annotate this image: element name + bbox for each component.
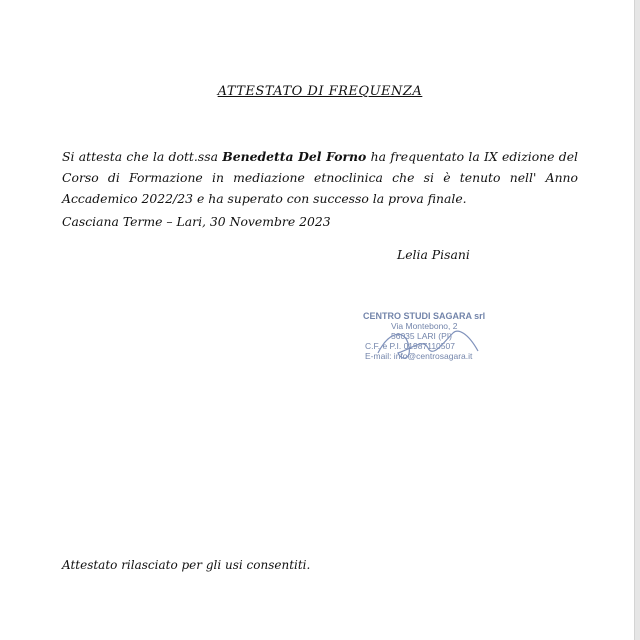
footer-note: Attestato rilasciato per gli usi consentiti. <box>62 558 311 572</box>
recipient-name: Benedetta Del Forno <box>222 149 367 164</box>
signer-name: Lelia Pisani <box>397 247 470 262</box>
stamp-line-4: C.F. e P.I. 01987110507 <box>365 341 455 351</box>
signature-icon <box>373 323 483 363</box>
place-date: Casciana Terme – Lari, 30 Novembre 2023 <box>62 214 331 229</box>
document-title: ATTESTATO DI FREQUENZA <box>217 84 423 99</box>
paragraph-rest: ha frequentato la IX edizione del Corso di Formazione in mediazione etnoclinica che si è tenuto nell' Anno Accademico 2022/23 e ha superato con successo la prova finale. <box>62 149 579 206</box>
stamp-line-2: Via Montebono, 2 <box>391 321 458 331</box>
stamp-line-1: CENTRO STUDI SAGARA srl <box>363 311 486 321</box>
stamp-line-5: E-mail: info@centrosagara.it <box>365 351 473 361</box>
certificate-paragraph <box>62 146 578 209</box>
paragraph-intro: Si attesta che la dott.ssa <box>62 149 223 164</box>
company-stamp <box>363 311 493 361</box>
stamp-line-3: 56035 LARI (PI) <box>391 331 452 341</box>
